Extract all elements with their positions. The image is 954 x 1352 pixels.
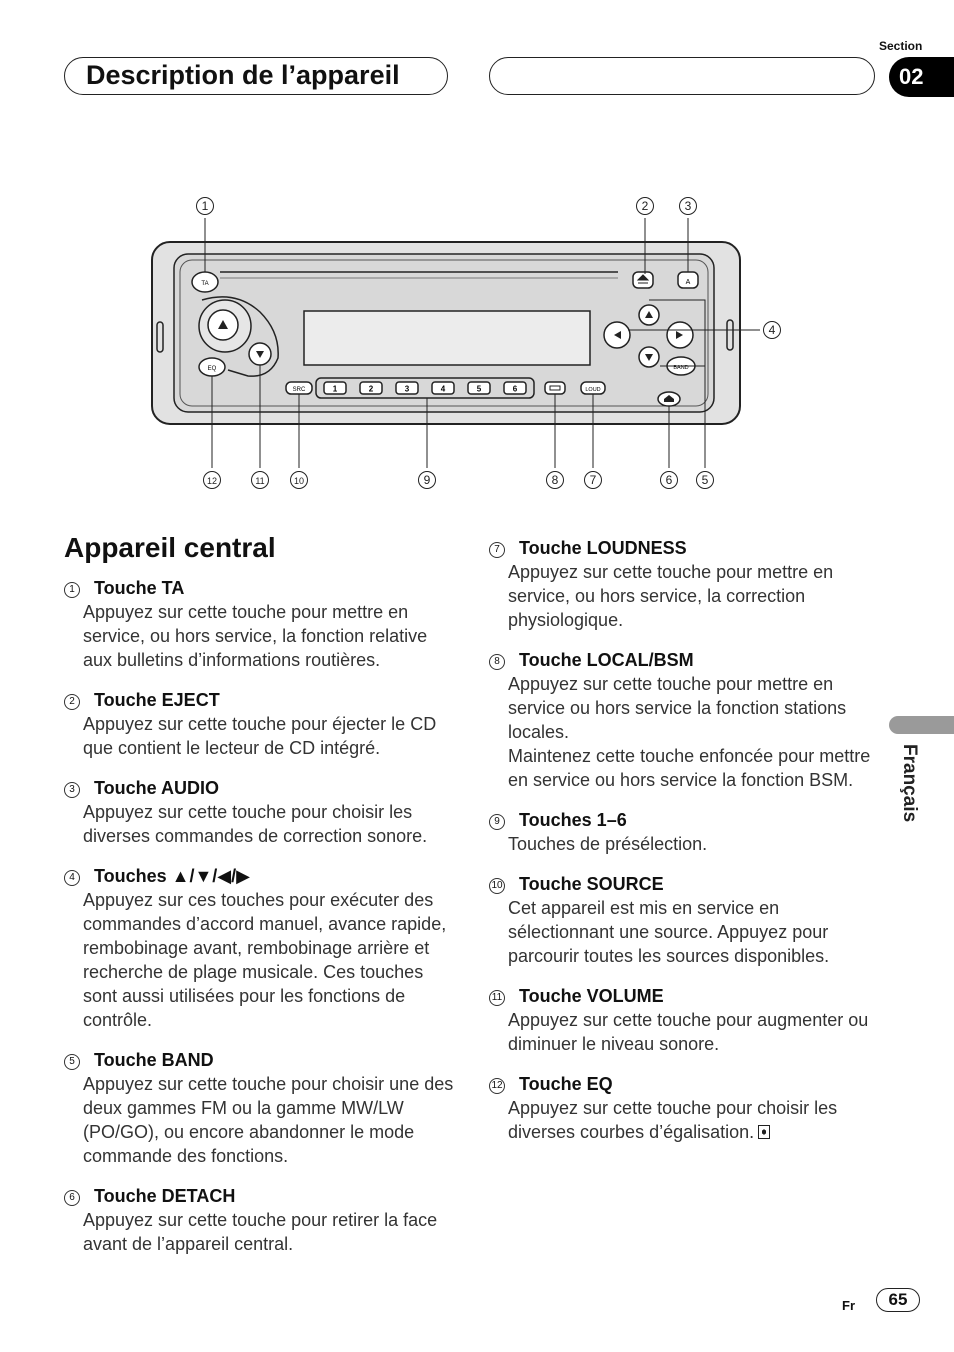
item-title: Touche TA [94,578,185,598]
item-body [64,800,454,848]
item-number: 4 [64,870,80,886]
callout-number: 2 [641,199,649,213]
item-body-text: Appuyez sur cette touche pour choisir une des deux gammes FM ou la gamme MW/LW (PO/GO), ou encore abandonner le mode commande des fonctions. [83,1074,454,1166]
item-heading [489,872,879,896]
item-number: 3 [64,782,80,798]
page-title: Description de l’appareil [86,60,400,90]
callout-number: 9 [423,473,431,487]
language-label: Français [899,744,920,823]
item-title: Touches 1–6 [519,810,627,830]
end-of-section-icon [758,1125,770,1139]
item-body-text: Touches de présélection. [508,834,708,854]
right-column [489,536,879,1160]
item-number: 5 [64,1054,80,1070]
eq-button-label: EQ [207,366,217,372]
item-heading [64,864,454,888]
language-tab [889,716,954,734]
display-window [304,311,590,365]
item-title: Touche EQ [519,1074,613,1094]
header-pill-right [489,57,875,95]
item-number: 10 [489,878,505,894]
section-number-badge: 02 [889,57,954,97]
item-heading [489,808,879,832]
item-title: Touche DETACH [94,1186,236,1206]
item-body-text: Appuyez sur cette touche pour mettre en service, ou hors service, la correction physiologique. [508,562,834,630]
item-body-text: Appuyez sur cette touche pour choisir les diverses courbes d’égalisation. [508,1098,838,1142]
description-item [489,648,879,792]
item-number: 1 [64,582,80,598]
item-body [64,1208,454,1256]
item-heading [64,1048,454,1072]
callout-number: 10 [293,476,305,486]
callout-number: 5 [701,473,709,487]
item-title: Touche VOLUME [519,986,664,1006]
item-heading [64,688,454,712]
audio-button-glyph: A [685,279,691,286]
item-body [64,600,454,672]
item-heading [489,648,879,672]
callout-number: 4 [768,323,776,337]
section-heading: Appareil central [64,532,276,563]
item-body-text: Cet appareil est mis en service en sélectionnant une source. Appuyez pour parcourir toutes les sources disponibles. [508,898,830,966]
item-heading [64,776,454,800]
description-item [64,1184,454,1256]
preset-button-label: 5 [476,384,482,394]
item-body-text: Maintenez cette touche enfoncée pour mettre en service ou hors service la fonction BSM. [508,746,871,790]
description-item [489,984,879,1056]
item-title: Touche AUDIO [94,778,219,798]
item-heading [64,1184,454,1208]
item-number: 12 [489,1078,505,1094]
left-column [64,576,454,1272]
preset-button-label: 6 [512,384,518,394]
loudness-button-label: LOUD [585,387,601,393]
item-number: 11 [489,990,505,1006]
item-body [489,832,879,856]
callout-number: 3 [684,199,692,213]
description-item [489,1072,879,1144]
item-number: 2 [64,694,80,710]
description-item [489,872,879,968]
item-body-text: Appuyez sur cette touche pour éjecter le CD que contient le lecteur de CD intégré. [83,714,437,758]
item-body-text: Appuyez sur cette touche pour augmenter ou diminuer le niveau sonore. [508,1010,869,1054]
item-body [64,888,454,1032]
page-number: 65 [876,1288,920,1312]
description-item [64,776,454,848]
item-title: Touche BAND [94,1050,214,1070]
item-number: 8 [489,654,505,670]
item-number: 7 [489,542,505,558]
callout-number: 7 [589,473,597,487]
item-body [489,1096,879,1144]
callout-number: 11 [255,476,265,486]
source-button-label: SRC [292,387,306,393]
item-body [64,712,454,760]
item-number: 6 [64,1190,80,1206]
callout-number: 8 [551,473,559,487]
item-body-text: Appuyez sur cette touche pour mettre en service, ou hors service, la fonction relative aux bulletins d’informations routières. [83,602,428,670]
item-number: 9 [489,814,505,830]
description-item [489,808,879,856]
item-body [64,1072,454,1168]
item-body-text: Appuyez sur ces touches pour exécuter des commandes d’accord manuel, avance rapide, rembobinage avant, rembobinage arrière et recherche de plage musicale. Ces touches sont aussi utilisées pour les fonctions de contrôle. [83,890,447,1030]
head-unit-diagram [140,190,790,500]
ta-button-label: TA [201,281,209,287]
description-item [489,536,879,632]
local-bsm-button [545,382,565,394]
item-title: Touche LOUDNESS [519,538,687,558]
callout-number: 1 [201,199,209,213]
item-heading [489,536,879,560]
item-body-text: Appuyez sur cette touche pour mettre en service ou hors service la fonction stations locales. [508,674,847,742]
item-title: Touche SOURCE [519,874,664,894]
item-heading [489,1072,879,1096]
preset-button-label: 3 [404,384,410,394]
item-title: Touches ▲/▼/◀/▶ [94,866,250,886]
item-body [489,896,879,968]
item-body [489,672,879,792]
footer-language: Fr [842,1298,855,1313]
callout-number: 6 [665,473,673,487]
item-body [489,1008,879,1056]
description-item [64,576,454,672]
item-title: Touche EJECT [94,690,220,710]
description-item [64,864,454,1032]
description-item [64,1048,454,1168]
item-title: Touche LOCAL/BSM [519,650,694,670]
item-heading [64,576,454,600]
item-heading [489,984,879,1008]
item-body [489,560,879,632]
preset-button-label: 2 [368,384,374,394]
description-item [64,688,454,760]
preset-button-label: 4 [440,384,446,394]
section-label: Section [879,39,923,53]
item-body-text: Appuyez sur cette touche pour choisir les diverses commandes de correction sonore. [83,802,428,846]
item-body-text: Appuyez sur cette touche pour retirer la face avant de l’appareil central. [83,1210,438,1254]
callout-number: 12 [206,476,218,486]
preset-button-label: 1 [332,384,338,394]
band-button-label: BAND [673,365,689,371]
